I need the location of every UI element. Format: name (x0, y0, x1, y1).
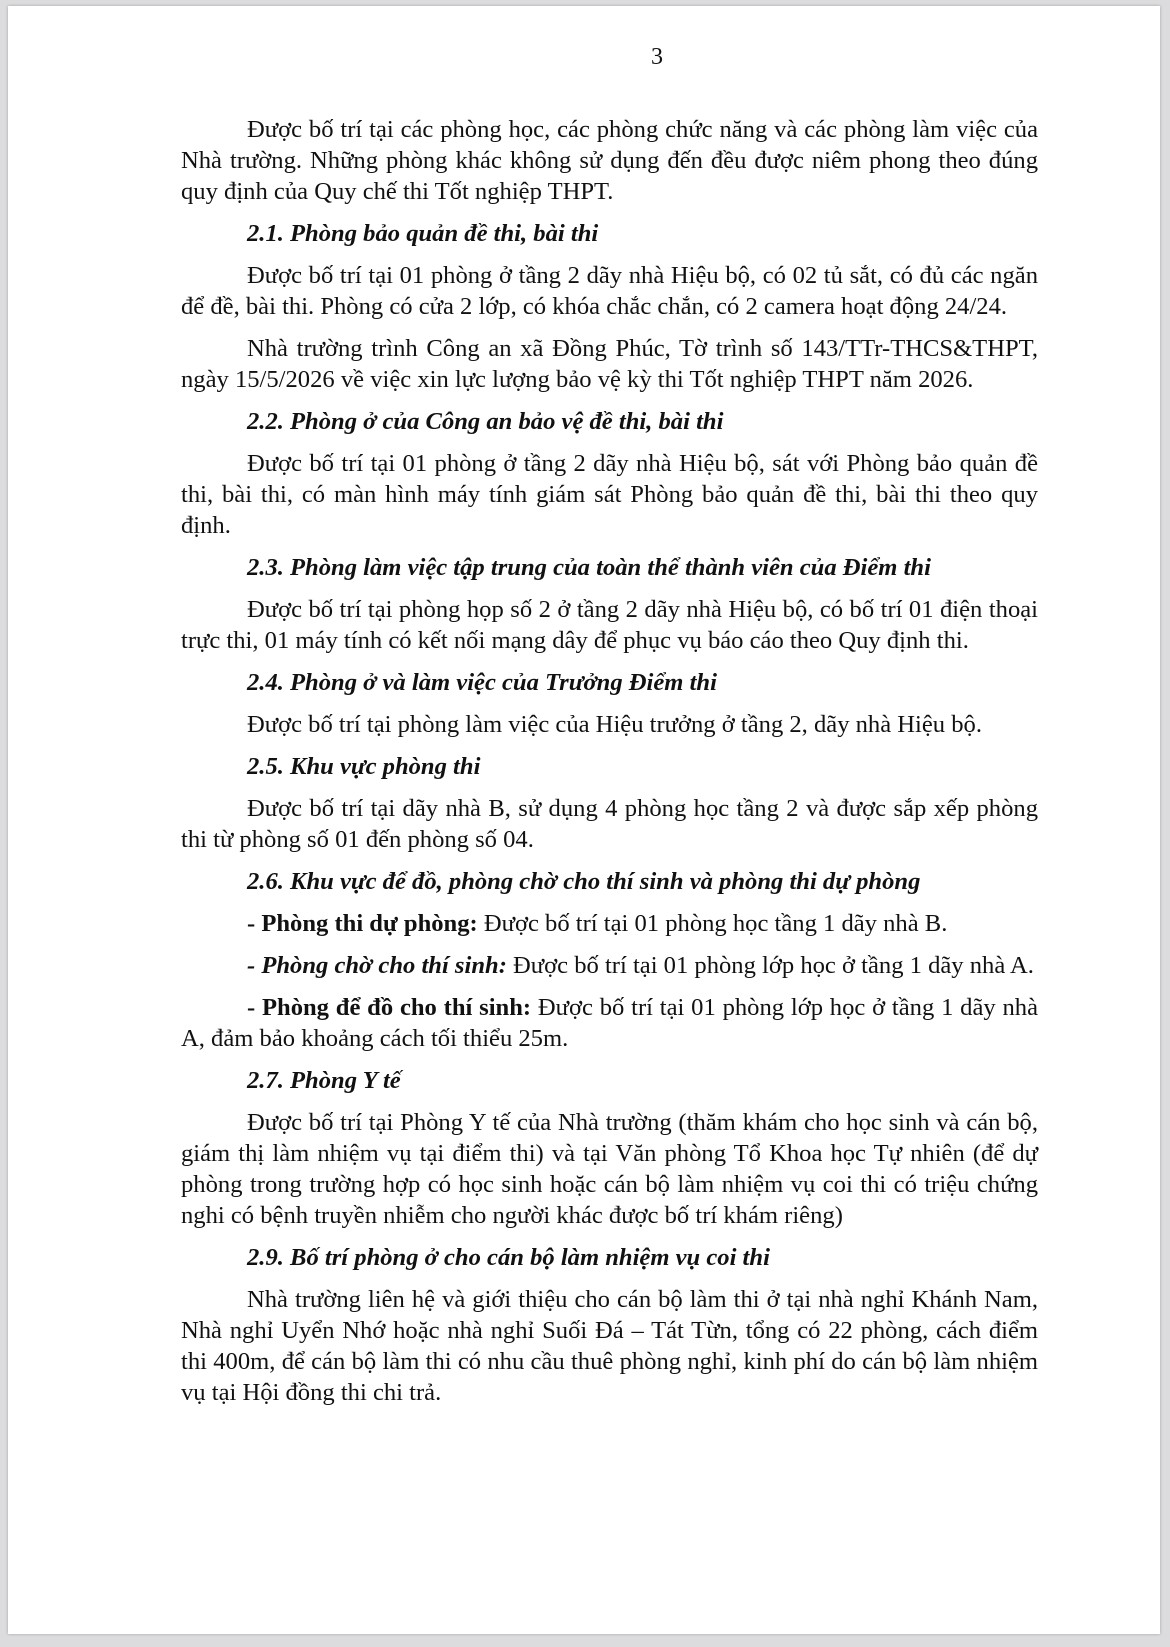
item-text: Được bố trí tại 01 phòng lớp học ở tầng 1 dãy nhà A. (506, 952, 1034, 979)
section-2-6-item-storage-room (181, 992, 1038, 1054)
section-2-2-paragraph: Được bố trí tại 01 phòng ở tầng 2 dãy nhà Hiệu bộ, sát với Phòng bảo quản đề thi, bài thi, có màn hình máy tính giám sát Phòng bảo quản đề thi, bài thi theo quy định. (181, 450, 1038, 539)
item-lead: - Phòng thi dự phòng: (247, 910, 478, 937)
item-text: Được bố trí tại 01 phòng lớp học ở tầng 1 dãy nhà A, đảm bảo khoảng cách tối thiểu 25m. (181, 994, 1038, 1052)
section-2-1-paragraph-1: Được bố trí tại 01 phòng ở tầng 2 dãy nhà Hiệu bộ, có 02 tủ sắt, có đủ các ngăn để đề, bài thi. Phòng có cửa 2 lớp, có khóa chắc chắn, có 2 camera hoạt động 24/24. (181, 262, 1038, 320)
item-lead: - Phòng để đồ cho thí sinh: (247, 994, 532, 1021)
section-2-9-heading: 2.9. Bố trí phòng ở cho cán bộ làm nhiệm vụ coi thi (247, 1244, 770, 1271)
section-2-6-item-waiting-room (181, 950, 1038, 981)
section-2-7-heading: 2.7. Phòng Y tế (247, 1067, 401, 1094)
section-2-2-heading: 2.2. Phòng ở của Công an bảo vệ đề thi, bài thi (247, 408, 724, 435)
section-2-6-item-backup-room (181, 908, 1038, 939)
section-2-3-heading: 2.3. Phòng làm việc tập trung của toàn thể thành viên của Điểm thi (247, 554, 931, 581)
section-2-6-heading: 2.6. Khu vực để đồ, phòng chờ cho thí sinh và phòng thi dự phòng (247, 868, 921, 895)
section-2-1-paragraph-2: Nhà trường trình Công an xã Đồng Phúc, Tờ trình số 143/TTr-THCS&THPT, ngày 15/5/2026 về việc xin lực lượng bảo vệ kỳ thi Tốt nghiệp THPT năm 2026. (181, 335, 1038, 393)
section-2-4-paragraph: Được bố trí tại phòng làm việc của Hiệu trưởng ở tầng 2, dãy nhà Hiệu bộ. (247, 711, 982, 738)
item-text: Được bố trí tại 01 phòng học tầng 1 dãy nhà B. (477, 910, 948, 937)
document-page (8, 6, 1160, 1634)
section-2-5-heading: 2.5. Khu vực phòng thi (247, 753, 481, 780)
section-2-4-heading: 2.4. Phòng ở và làm việc của Trưởng Điểm thi (247, 669, 717, 696)
section-2-3-paragraph: Được bố trí tại phòng họp số 2 ở tầng 2 dãy nhà Hiệu bộ, có bố trí 01 điện thoại trực thi, 01 máy tính có kết nối mạng dây để phục vụ báo cáo theo Quy định thi. (181, 596, 1038, 654)
section-2-1-heading: 2.1. Phòng bảo quản đề thi, bài thi (247, 220, 599, 247)
item-lead: - Phòng chờ cho thí sinh: (247, 952, 507, 979)
document-body (181, 114, 1038, 1408)
intro-paragraph: Được bố trí tại các phòng học, các phòng chức năng và các phòng làm việc của Nhà trường. Những phòng khác không sử dụng đến đều được niêm phong theo đúng quy định của Quy chế thi Tốt nghiệp THPT. (181, 116, 1038, 205)
section-2-7-paragraph: Được bố trí tại Phòng Y tế của Nhà trường (thăm khám cho học sinh và cán bộ, giám thị làm nhiệm vụ tại điểm thi) và tại Văn phòng Tổ Khoa học Tự nhiên (để dự phòng trong trường hợp có học sinh hoặc cán bộ làm nhiệm vụ coi thi có triệu chứng nghi có bệnh truyền nhiễm cho người khác được bố trí khám riêng) (181, 1109, 1038, 1229)
section-2-9-paragraph: Nhà trường liên hệ và giới thiệu cho cán bộ làm thi ở tại nhà nghỉ Khánh Nam, Nhà nghỉ Uyển Nhớ hoặc nhà nghỉ Suối Đá – Tát Từn, tổng có 22 phòng, cách điểm thi 400m, để cán bộ làm thi có nhu cầu thuê phòng nghỉ, kinh phí do cán bộ làm nhiệm vụ tại Hội đồng thi chi trả. (181, 1286, 1038, 1406)
page-number: 3 (651, 44, 663, 70)
section-2-5-paragraph: Được bố trí tại dãy nhà B, sử dụng 4 phòng học tầng 2 và được sắp xếp phòng thi từ phòng số 01 đến phòng số 04. (181, 795, 1038, 853)
